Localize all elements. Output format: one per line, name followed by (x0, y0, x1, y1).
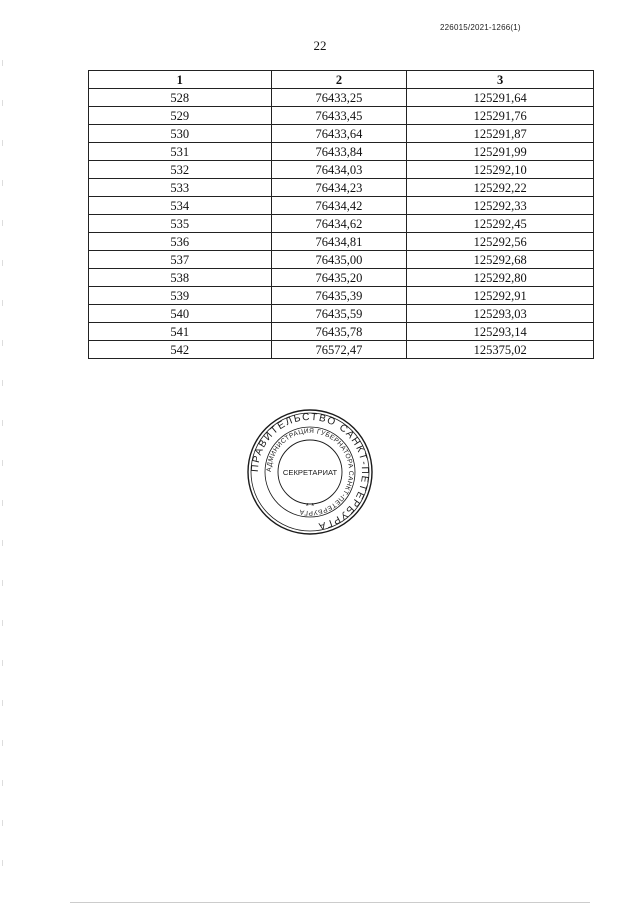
table-cell: 529 (89, 107, 272, 125)
table-row (89, 251, 594, 269)
seal-stars: * * (305, 502, 315, 511)
table-row (89, 287, 594, 305)
table-row (89, 143, 594, 161)
table-cell: 76434,23 (271, 179, 407, 197)
table-cell: 125291,76 (407, 107, 594, 125)
table-cell: 125292,45 (407, 215, 594, 233)
table-cell: 125293,14 (407, 323, 594, 341)
scan-edge-bottom (70, 902, 590, 903)
table-cell: 76435,00 (271, 251, 407, 269)
table-body (89, 89, 594, 359)
table-cell: 76433,25 (271, 89, 407, 107)
table-row (89, 161, 594, 179)
table-cell: 125292,56 (407, 233, 594, 251)
table-cell: 542 (89, 341, 272, 359)
table-cell: 76435,39 (271, 287, 407, 305)
table-row (89, 179, 594, 197)
seal-inner-text: АДМИНИСТРАЦИЯ ГУБЕРНАТОРА САНКТ-ПЕТЕРБУРГА (265, 427, 355, 517)
table-row (89, 305, 594, 323)
table-cell: 533 (89, 179, 272, 197)
table-row (89, 89, 594, 107)
table-cell: 76433,64 (271, 125, 407, 143)
table-cell: 534 (89, 197, 272, 215)
table-cell: 532 (89, 161, 272, 179)
table-cell: 536 (89, 233, 272, 251)
table-cell: 76434,03 (271, 161, 407, 179)
table-cell: 125292,10 (407, 161, 594, 179)
official-seal-stamp (246, 408, 374, 536)
scan-edge-left (2, 60, 3, 880)
table-cell: 535 (89, 215, 272, 233)
table-cell: 537 (89, 251, 272, 269)
seal-center-text: СЕКРЕТАРИАТ (282, 468, 338, 477)
table-cell: 125291,99 (407, 143, 594, 161)
table-header-row (89, 71, 594, 89)
table-row (89, 323, 594, 341)
table-cell: 528 (89, 89, 272, 107)
table-cell: 76435,78 (271, 323, 407, 341)
table-cell: 125292,68 (407, 251, 594, 269)
table-cell: 76435,20 (271, 269, 407, 287)
table-cell: 125292,80 (407, 269, 594, 287)
column-header: 2 (271, 71, 407, 89)
table-cell: 540 (89, 305, 272, 323)
table-cell: 125293,03 (407, 305, 594, 323)
table-cell: 538 (89, 269, 272, 287)
table-cell: 530 (89, 125, 272, 143)
page-number: 22 (313, 38, 327, 53)
table-cell: 76434,62 (271, 215, 407, 233)
table-cell: 541 (89, 323, 272, 341)
column-header: 3 (407, 71, 594, 89)
table-row (89, 107, 594, 125)
table-cell: 125291,87 (407, 125, 594, 143)
table-row (89, 269, 594, 287)
table-cell: 125292,91 (407, 287, 594, 305)
table-cell: 125292,22 (407, 179, 594, 197)
table-cell: 76435,59 (271, 305, 407, 323)
table-cell: 76433,45 (271, 107, 407, 125)
table-cell: 76433,84 (271, 143, 407, 161)
table-row (89, 341, 594, 359)
table-row (89, 233, 594, 251)
table-row (89, 197, 594, 215)
table-row (89, 215, 594, 233)
table-cell: 76572,47 (271, 341, 407, 359)
seal-outer-text: ПРАВИТЕЛЬСТВО САНКТ-ПЕТЕРБУРГА (249, 411, 371, 532)
table-cell: 125375,02 (407, 341, 594, 359)
coordinates-table (88, 70, 594, 359)
column-header: 1 (89, 71, 272, 89)
table-cell: 531 (89, 143, 272, 161)
table-cell: 76434,42 (271, 197, 407, 215)
document-id: 226015/2021-1266(1) (440, 23, 521, 32)
table-cell: 539 (89, 287, 272, 305)
table-cell: 76434,81 (271, 233, 407, 251)
table-cell: 125291,64 (407, 89, 594, 107)
table-row (89, 125, 594, 143)
table-cell: 125292,33 (407, 197, 594, 215)
